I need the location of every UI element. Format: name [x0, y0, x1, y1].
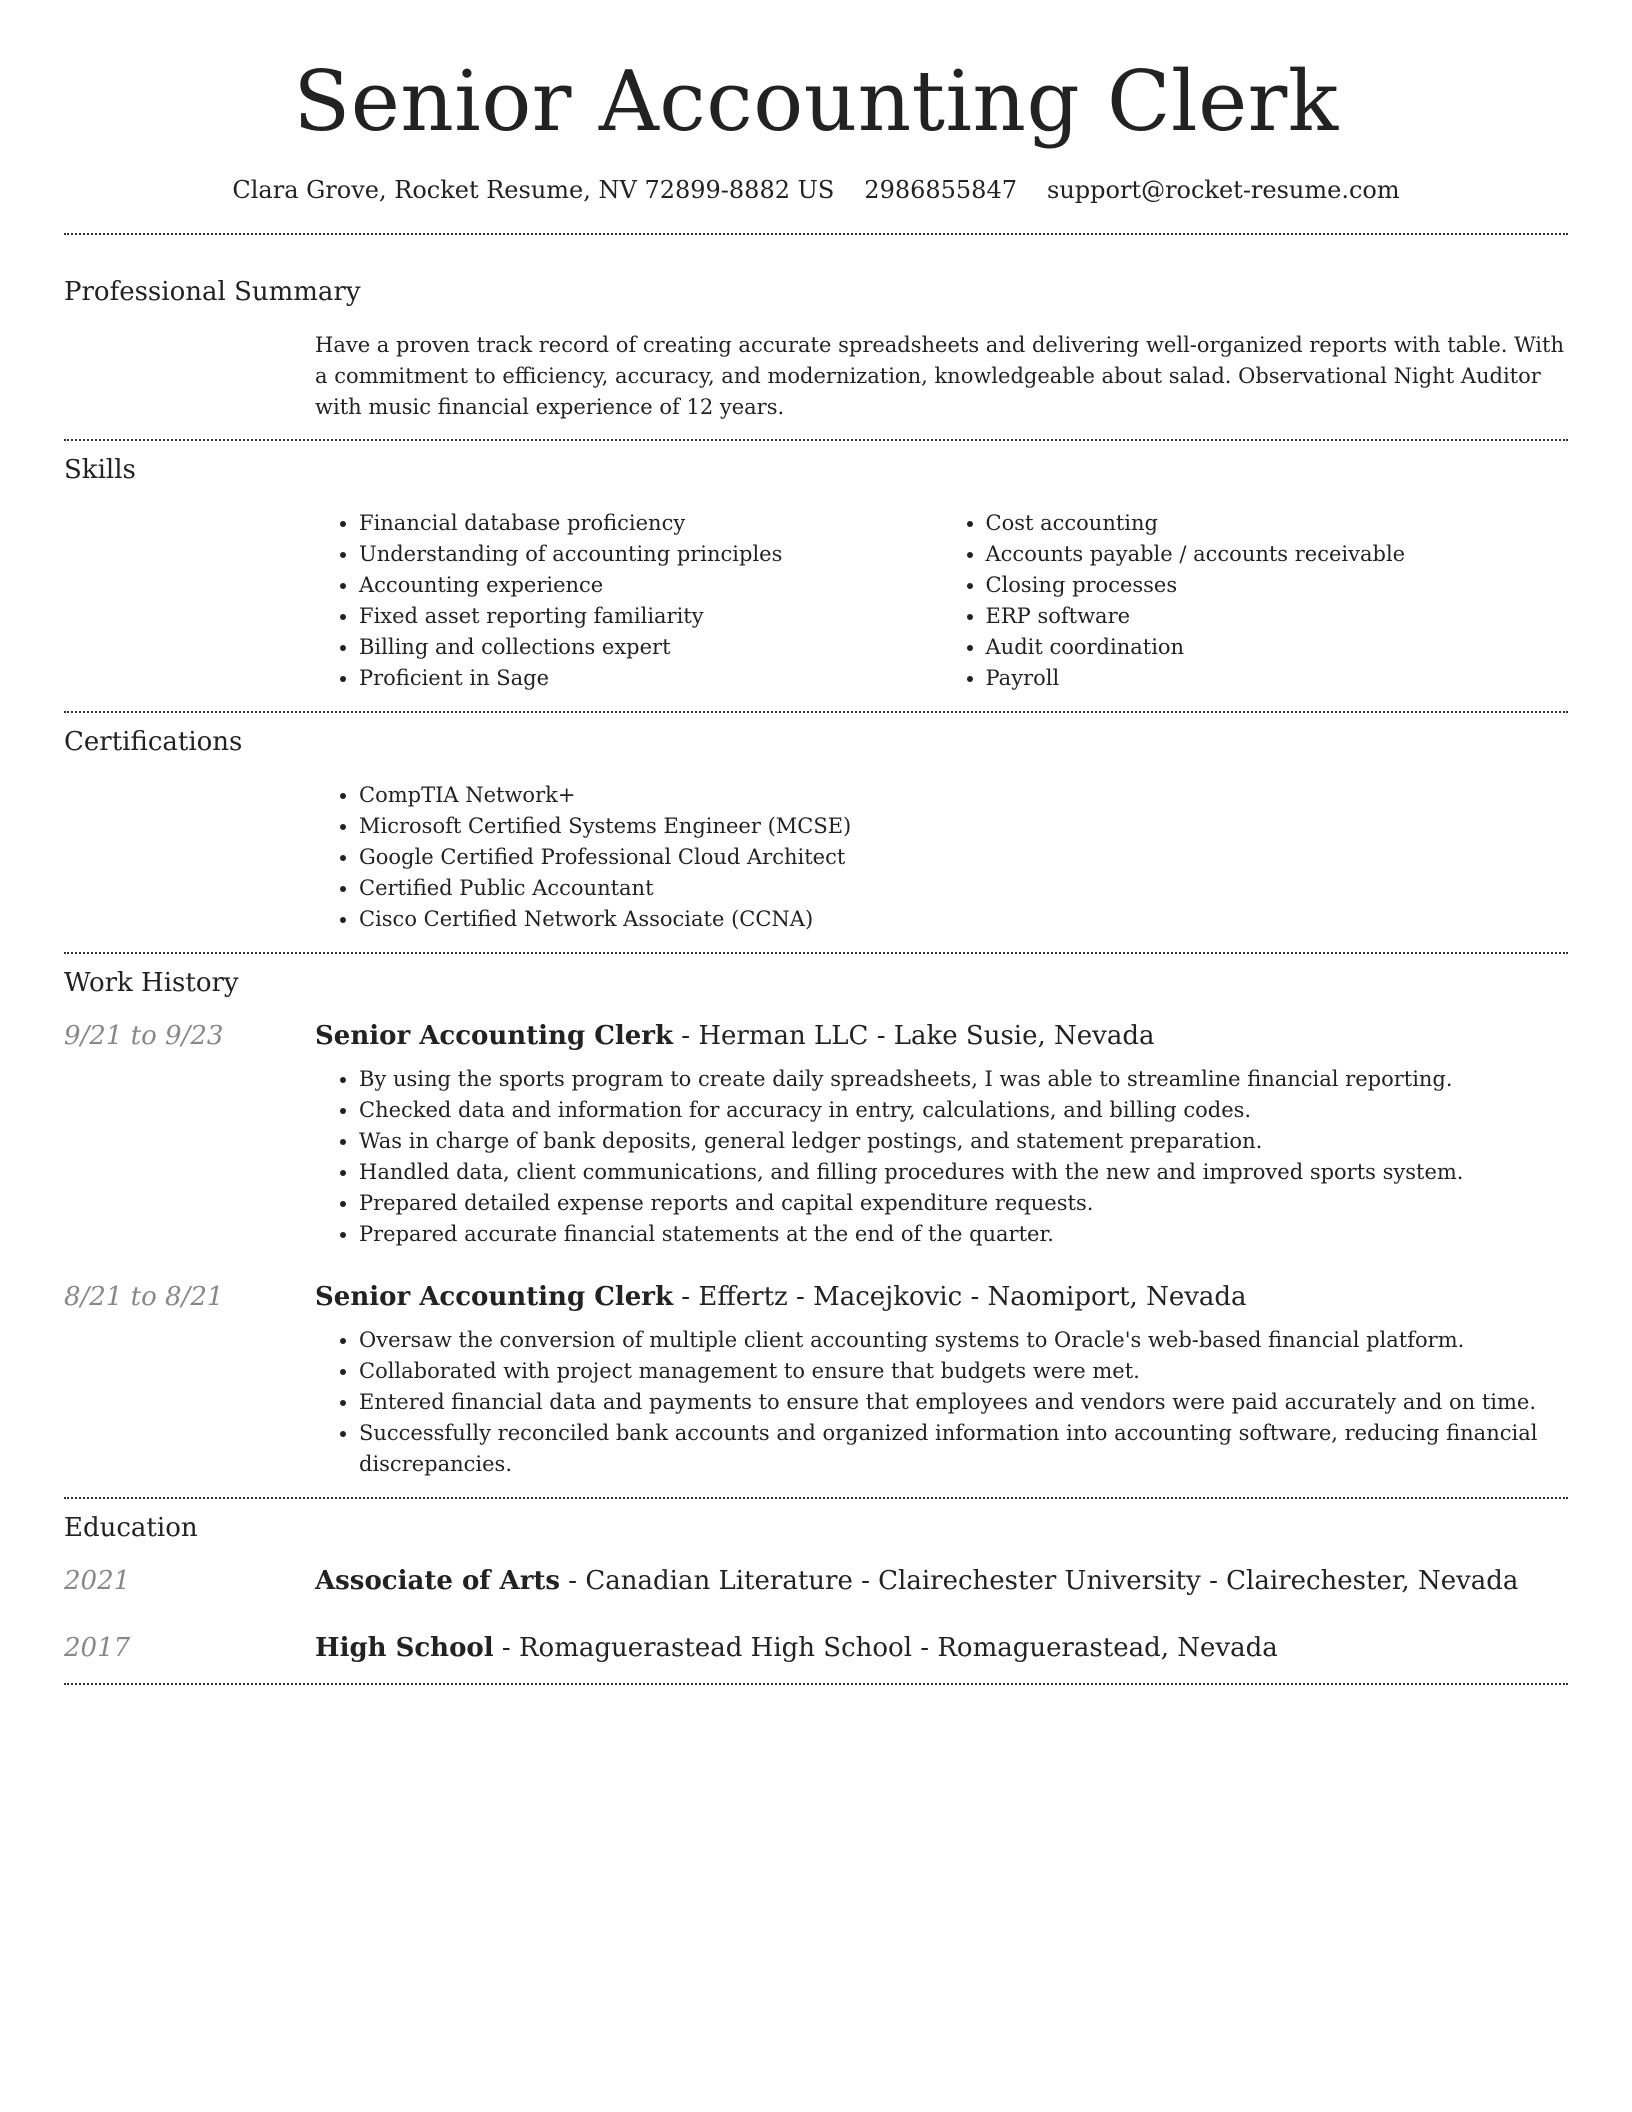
certification-item: • Certified Public Accountant — [359, 873, 1568, 904]
skills-column-right — [942, 508, 1569, 694]
skill-item: • Fixed asset reporting familiarity — [359, 601, 942, 632]
skill-item: • Proficient in Sage — [359, 663, 942, 694]
section-heading-education: Education — [64, 1513, 198, 1543]
job-bullet: • Checked data and information for accuracy in entry, calculations, and billing codes. — [359, 1095, 1568, 1126]
resume-title: Senior Accounting Clerk — [293, 53, 1339, 150]
contact-line — [64, 174, 1568, 206]
job-bullet: • Prepared detailed expense reports and capital expenditure requests. — [359, 1188, 1568, 1219]
job-title — [315, 1019, 1155, 1053]
education-school: - Romaguerastead High School - Romaguerastead, Nevada — [493, 1633, 1278, 1663]
skill-item: • Payroll — [986, 663, 1569, 694]
job-dates: 9/21 to 9/23 — [64, 1021, 224, 1051]
job-bullet: • By using the sports program to create daily spreadsheets, I was able to streamline financial reporting. — [359, 1064, 1568, 1095]
job-company: - Herman LLC - Lake Susie, Nevada — [673, 1021, 1155, 1051]
education-title — [315, 1631, 1278, 1665]
education-year: 2021 — [64, 1566, 131, 1596]
job-role: Senior Accounting Clerk — [315, 1021, 674, 1051]
job-title — [315, 1280, 1247, 1314]
summary-text: Have a proven track record of creating accurate spreadsheets and delivering well-organized reports with table. With a commitment to efficiency, accuracy, and modernization, knowledgeable about salad. Observational Night Auditor with music financial experience of 12 years. — [315, 333, 1564, 419]
job-bullets — [315, 1325, 1568, 1480]
divider — [64, 952, 1568, 954]
certification-item: • Microsoft Certified Systems Engineer (MCSE) — [359, 811, 1568, 842]
certification-item: • CompTIA Network+ — [359, 780, 1568, 811]
skill-item: • Accounting experience — [359, 570, 942, 601]
education-degree: High School — [315, 1633, 494, 1663]
section-heading-work-history: Work History — [64, 968, 239, 998]
divider — [64, 439, 1568, 441]
skill-item: • Understanding of accounting principles — [359, 539, 942, 570]
skill-item: • Closing processes — [986, 570, 1569, 601]
job-bullet: • Entered financial data and payments to ensure that employees and vendors were paid accurately and on time. — [359, 1387, 1568, 1418]
job-entry — [64, 1019, 1568, 1053]
skill-item: • ERP software — [986, 601, 1569, 632]
skill-item: • Billing and collections expert — [359, 632, 942, 663]
job-dates: 8/21 to 8/21 — [64, 1282, 224, 1312]
education-entry — [64, 1564, 1568, 1598]
skill-item: • Accounts payable / accounts receivable — [986, 539, 1569, 570]
job-entry — [64, 1280, 1568, 1314]
section-heading-summary: Professional Summary — [64, 277, 361, 307]
certification-item: • Google Certified Professional Cloud Architect — [359, 842, 1568, 873]
education-year: 2017 — [64, 1633, 131, 1663]
job-bullet: • Oversaw the conversion of multiple client accounting systems to Oracle's web-based financial platform. — [359, 1325, 1568, 1356]
divider — [64, 711, 1568, 713]
contact-email: support@rocket-resume.com — [1047, 176, 1400, 204]
job-role: Senior Accounting Clerk — [315, 1282, 674, 1312]
contact-phone: 2986855847 — [864, 176, 1017, 204]
skills-list — [315, 508, 1568, 694]
education-degree: Associate of Arts — [315, 1566, 561, 1596]
section-heading-certifications: Certifications — [64, 727, 243, 757]
job-bullet: • Successfully reconciled bank accounts and organized information into accounting software, reducing financial discrepancies. — [359, 1418, 1568, 1480]
job-bullet: • Handled data, client communications, and filling procedures with the new and improved sports system. — [359, 1157, 1568, 1188]
divider — [64, 233, 1568, 235]
education-title — [315, 1564, 1518, 1598]
certifications-list — [315, 780, 1568, 935]
section-heading-skills: Skills — [64, 455, 136, 485]
contact-address: Clara Grove, Rocket Resume, NV 72899-8882 US — [232, 176, 835, 204]
skills-column-left — [315, 508, 942, 694]
education-school: - Canadian Literature - Clairechester University - Clairechester, Nevada — [560, 1566, 1519, 1596]
job-bullet: • Prepared accurate financial statements at the end of the quarter. — [359, 1219, 1568, 1250]
education-entry — [64, 1631, 1568, 1665]
skill-item: • Financial database proficiency — [359, 508, 942, 539]
skill-item: • Audit coordination — [986, 632, 1569, 663]
divider — [64, 1683, 1568, 1685]
divider — [64, 1497, 1568, 1499]
skill-item: • Cost accounting — [986, 508, 1569, 539]
certification-item: • Cisco Certified Network Associate (CCNA) — [359, 904, 1568, 935]
job-bullet: • Was in charge of bank deposits, general ledger postings, and statement preparation. — [359, 1126, 1568, 1157]
job-bullet: • Collaborated with project management to ensure that budgets were met. — [359, 1356, 1568, 1387]
job-company: - Effertz - Macejkovic - Naomiport, Nevada — [673, 1282, 1247, 1312]
job-bullets — [315, 1064, 1568, 1250]
